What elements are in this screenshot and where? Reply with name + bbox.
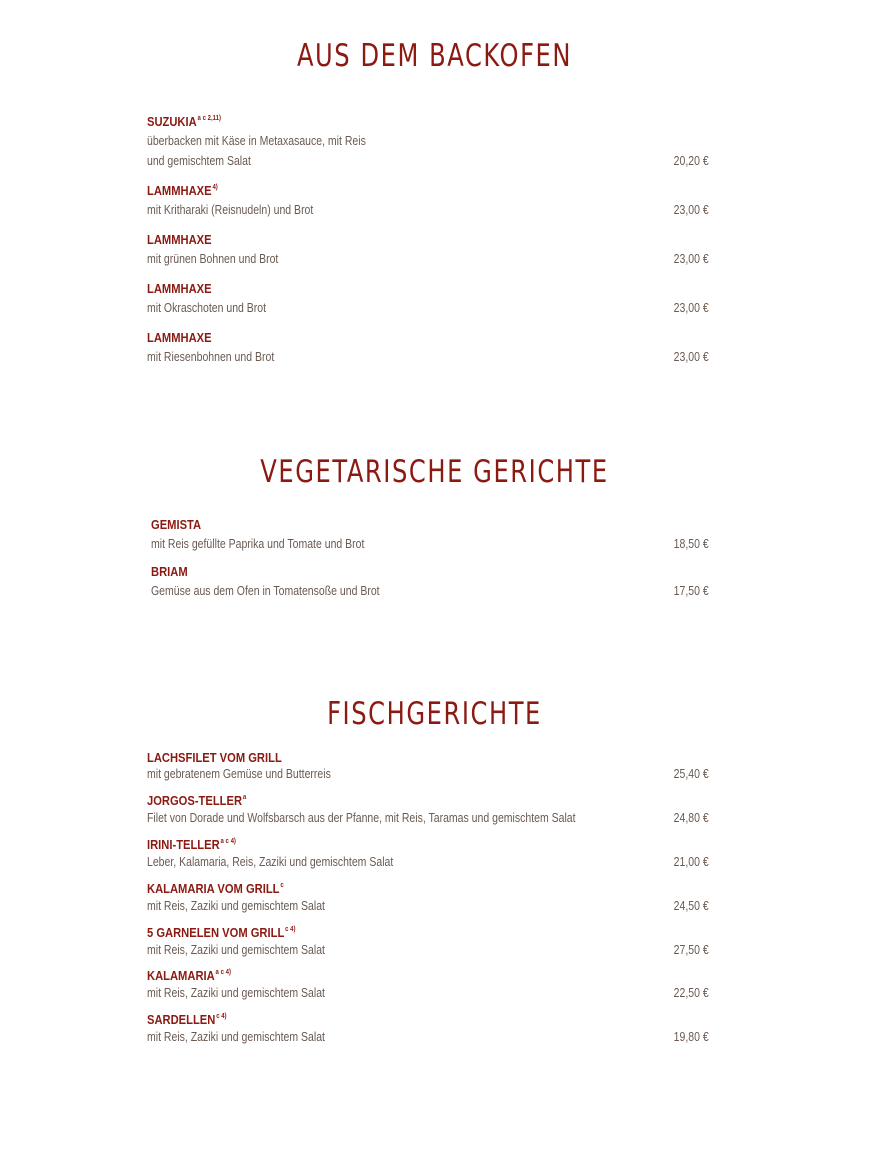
menu-item-description: mit gebratenem Gemüse und Butterreis bbox=[147, 767, 331, 781]
allergen-note: a bbox=[242, 794, 247, 801]
allergen-note: a c 4) bbox=[215, 969, 231, 976]
menu-item-price: 24,80 € bbox=[673, 811, 709, 825]
menu-item-price: 23,00 € bbox=[673, 203, 709, 217]
menu-item-description: Filet von Dorade und Wolfsbarsch aus der Pfanne, mit Reis, Taramas und gemischtem Salat bbox=[147, 811, 576, 825]
section-title-fischgerichte: FISCHGERICHTE bbox=[327, 696, 542, 732]
menu-item-description: mit Riesenbohnen und Brot bbox=[147, 350, 275, 364]
menu-item-name: LACHSFILET VOM GRILL bbox=[147, 750, 282, 765]
allergen-note: c 4) bbox=[285, 926, 296, 933]
menu-item-name: JORGOS-TELLER$^a$ bbox=[147, 793, 247, 808]
menu-item-name: 5 GARNELEN VOM $GRILL^{c 4)}$ bbox=[147, 925, 296, 940]
menu-item-description: mit Reis, Zaziki und gemischtem Salat bbox=[147, 943, 325, 957]
menu-item-name: LAMMHAXE bbox=[147, 330, 212, 345]
section-title-backofen: AUS DEM BACKOFEN bbox=[296, 38, 573, 74]
menu-item-name: BRIAM bbox=[151, 564, 188, 579]
allergen-note: c bbox=[280, 882, 284, 889]
menu-item-price: 19,80 € bbox=[673, 1030, 709, 1044]
menu-item-description: mit Reis, Zaziki und gemischtem Salat bbox=[147, 899, 325, 913]
menu-item-price: 17,50 € bbox=[673, 584, 709, 598]
menu-item-name: LAMMHAXE$^{4)}$ bbox=[147, 183, 218, 198]
menu-item-price: 24,50 € bbox=[673, 899, 709, 913]
menu-item-price: 22,50 € bbox=[673, 986, 709, 1000]
menu-item-name: $SUZUKIA^{a c 2,11)}$ bbox=[147, 114, 221, 129]
menu-item-name: IRINI-$TELLER^{a c 4)}$ bbox=[147, 837, 236, 852]
menu-item-price: 23,00 € bbox=[673, 252, 709, 266]
menu-item-description: Gemüse aus dem Ofen in Tomatensoße und Brot bbox=[151, 584, 380, 598]
section-title-vegetarisch: VEGETARISCHE GERICHTE bbox=[260, 454, 609, 490]
menu-item-price: 21,00 € bbox=[673, 855, 709, 869]
menu-item-description: mit grünen Bohnen und Brot bbox=[147, 252, 279, 266]
menu-item-description: mit Kritharaki (Reisnudeln) und Brot bbox=[147, 203, 314, 217]
menu-item-name: KALAMARIA VOM GRILL$^c$ bbox=[147, 881, 284, 896]
menu-item-name: $KALAMARIA^{a c 4)}$ bbox=[147, 968, 231, 983]
allergen-note: c 4) bbox=[216, 1013, 227, 1020]
menu-item-price: 23,00 € bbox=[673, 301, 709, 315]
menu-item-name: GEMISTA bbox=[151, 517, 202, 532]
menu-item-description: mit Reis, Zaziki und gemischtem Salat bbox=[147, 986, 325, 1000]
menu-item-name: LAMMHAXE bbox=[147, 281, 212, 296]
menu-item-price: 27,50 € bbox=[673, 943, 709, 957]
menu-item-description: mit Okraschoten und Brot bbox=[147, 301, 267, 315]
menu-item-description: überbacken mit Käse in Metaxasauce, mit Reis bbox=[147, 134, 366, 148]
menu-item-description: mit Reis, Zaziki und gemischtem Salat bbox=[147, 1030, 325, 1044]
allergen-note: a c 2,11) bbox=[197, 115, 221, 122]
menu-item-description: und gemischtem Salat bbox=[147, 154, 251, 168]
menu-item-price: 20,20 € bbox=[673, 154, 709, 168]
allergen-note: a c 4) bbox=[220, 838, 236, 845]
menu-item-name: LAMMHAXE bbox=[147, 232, 212, 247]
menu-item-price: 23,00 € bbox=[673, 350, 709, 364]
menu-item-price: 18,50 € bbox=[673, 537, 709, 551]
menu-item-description: Leber, Kalamaria, Reis, Zaziki und gemischtem Salat bbox=[147, 855, 394, 869]
menu-item-description: mit Reis gefüllte Paprika und Tomate und Brot bbox=[151, 537, 365, 551]
allergen-note: 4) bbox=[212, 184, 218, 191]
menu-item-price: 25,40 € bbox=[673, 767, 709, 781]
menu-item-name: $SARDELLEN^{c 4)}$ bbox=[147, 1012, 227, 1027]
